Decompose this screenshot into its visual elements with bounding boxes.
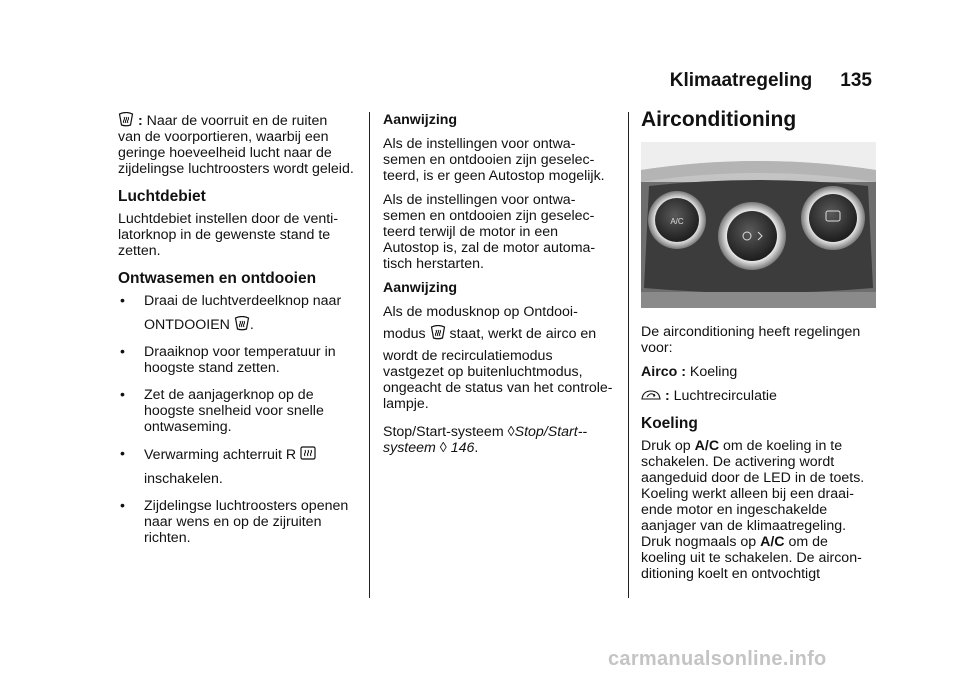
- cross-reference: Stop/Start-systeem ◊Stop/Start-- systeem ◊ 146.: [383, 424, 588, 456]
- bullet: •: [120, 293, 125, 309]
- list-item: • Zijdelingse luchtroosters openen naar wens en op de zijruiten richten.: [120, 498, 349, 546]
- bullet: •: [120, 498, 125, 514]
- bullet: •: [120, 387, 125, 403]
- column-middle: [383, 112, 615, 464]
- note-title: Aanwijzing: [383, 280, 458, 296]
- koeling-paragraph: Druk op A/C om de koeling in te schakelen. De activering wordt aangeduid door de LED in de toets. Koeling werkt alleen bij een draai-ende motor en ingeschakelde aanjager van de klimaatregeling. Druk nogmaals op A/C om de koeling uit te schakelen. De aircon-ditioning koelt en ontvochtigt: [641, 438, 865, 582]
- list-item: • Verwarming achterruit R inschakelen.: [118, 446, 354, 487]
- section-heading-luchtdebiet: Luchtdebiet: [118, 188, 206, 205]
- control-item-airco: Airco : Koeling: [641, 364, 738, 380]
- reference-arrow-icon: ◊: [507, 424, 515, 440]
- rear-window-heater-icon: [300, 446, 316, 461]
- page-title: Klimaatregeling: [669, 70, 813, 91]
- note-paragraph: Als de instellingen voor ontwa-semen en ontdooien zijn geselec-teerd, is er geen Autostop mogelijk.: [383, 136, 605, 184]
- ac-knob: [648, 191, 706, 249]
- list-item: • Zet de aanjagerknop op de hoogste snelheid voor snelle ontwaseming.: [120, 387, 324, 435]
- column-right: [641, 108, 876, 590]
- watermark: carmanualsonline.info: [608, 648, 827, 670]
- section-heading-airconditioning: Airconditioning: [641, 108, 797, 131]
- reference-link[interactable]: systeem: [383, 440, 436, 456]
- climate-control-panel-photo: [641, 142, 876, 308]
- column-divider-2: [628, 112, 629, 598]
- column-left: [118, 112, 354, 557]
- intro-paragraph: : Naar de voorruit en de ruiten van de voorportieren, waarbij een geringe hoeveelheid lucht naar de zijdelingse luchtroosters wordt geleid.: [118, 113, 354, 177]
- temperature-knob: [718, 202, 786, 270]
- luchtdebiet-paragraph: Luchtdebiet instellen door de venti-latorknop in de gewenste stand te zetten.: [118, 211, 339, 259]
- section-heading-koeling: Koeling: [641, 415, 698, 432]
- defrost-windshield-icon: [234, 316, 250, 331]
- section-heading-ontwasemen: Ontwasemen en ontdooien: [118, 270, 317, 287]
- reference-page[interactable]: 146: [450, 440, 475, 456]
- column-divider-1: [369, 112, 370, 598]
- list-item: • Draai de luchtverdeelknop naar ONTDOOIEN .: [120, 293, 342, 333]
- defrost-windshield-icon: [118, 112, 134, 127]
- reference-link[interactable]: Stop/Start--: [514, 424, 588, 440]
- defrost-windshield-icon: [430, 325, 446, 340]
- airconditioning-intro: De airconditioning heeft regelingen voor:: [641, 324, 861, 356]
- control-item-recirculation: : Luchtrecirculatie: [641, 388, 876, 404]
- mode-knob: [801, 186, 865, 250]
- air-recirculation-icon: [641, 388, 661, 402]
- reference-arrow-icon: ◊: [439, 440, 447, 456]
- bullet: •: [120, 446, 125, 462]
- note-title: Aanwijzing: [383, 112, 458, 128]
- svg-text:A/C: A/C: [670, 217, 684, 226]
- page-number: 135: [840, 70, 872, 91]
- list-item: • Draaiknop voor temperatuur in hoogste stand zetten.: [120, 344, 336, 376]
- page-header: [670, 70, 872, 92]
- note-paragraph: Als de modusknop op Ontdooi- modus staat, werkt de airco en wordt de recirculatiemodus vastgezet op buitenluchtmodus, ongeacht de status van het controle-lampje.: [383, 304, 613, 412]
- note-paragraph: Als de instellingen voor ontwa-semen en ontdooien zijn geselec-teerd terwijl de motor in een Autostop is, zal de motor automa-tisch herstarten.: [383, 192, 596, 272]
- bullet: •: [120, 344, 125, 360]
